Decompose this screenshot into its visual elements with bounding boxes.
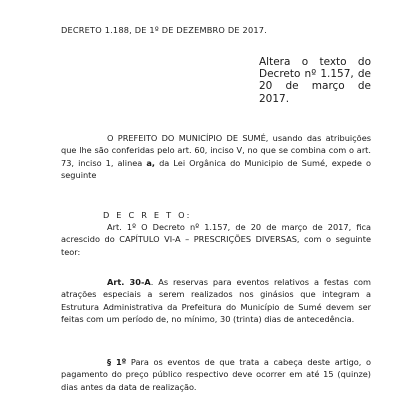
- article-30a-text: . As reservas para eventos relativos a festas com atrações especiais a serem realizados nos ginásios que integram a Estrutura Administrativa da Prefeitura do Município de Sumé devem ser feitas com um período de, no mínimo, 30 (trinta) dias de antecedência.: [61, 277, 371, 324]
- decreto-label: D E C R E T O:: [103, 210, 192, 220]
- article-30a-label: Art. 30-A: [107, 277, 151, 287]
- preamble-lead: O PREFEITO DO MUNICÍPIO DE SUMÉ, usando das atribuições que lhe são conferidas pelo art. 60, inciso V, no que se combina com o art. 73, inciso 1, alinea: [61, 133, 371, 168]
- decree-header: DECRETO 1.188, DE 1º DE DEZEMBRO DE 2017.: [61, 25, 267, 35]
- preamble-tail: da Lei Orgânica do Municipio de Sumé, expede o seguinte: [61, 157, 371, 180]
- preamble-bold: a,: [146, 157, 156, 168]
- paragraph-1-label: § 1º: [107, 357, 127, 367]
- paragraph-1-text: Para os eventos de que trata a cabeça deste artigo, o pagamento do preço público respectivo deve ocorrer em até 15 (quinze) dias antes da data de realização.: [61, 357, 371, 392]
- article-30a-paragraph: [61, 276, 371, 325]
- article-1-paragraph: Art. 1º O Decreto nº 1.157, de 20 de março de 2017, fica acrescido do CAPÍTULO VI-A – PRESCRIÇÕES DIVERSAS, com o seguinte teor:: [61, 222, 371, 257]
- preamble-paragraph: [61, 132, 371, 181]
- paragraph-1: [61, 356, 371, 393]
- decree-summary: Altera o texto do Decreto nº 1.157, de 20 de março de 2017.: [259, 56, 371, 105]
